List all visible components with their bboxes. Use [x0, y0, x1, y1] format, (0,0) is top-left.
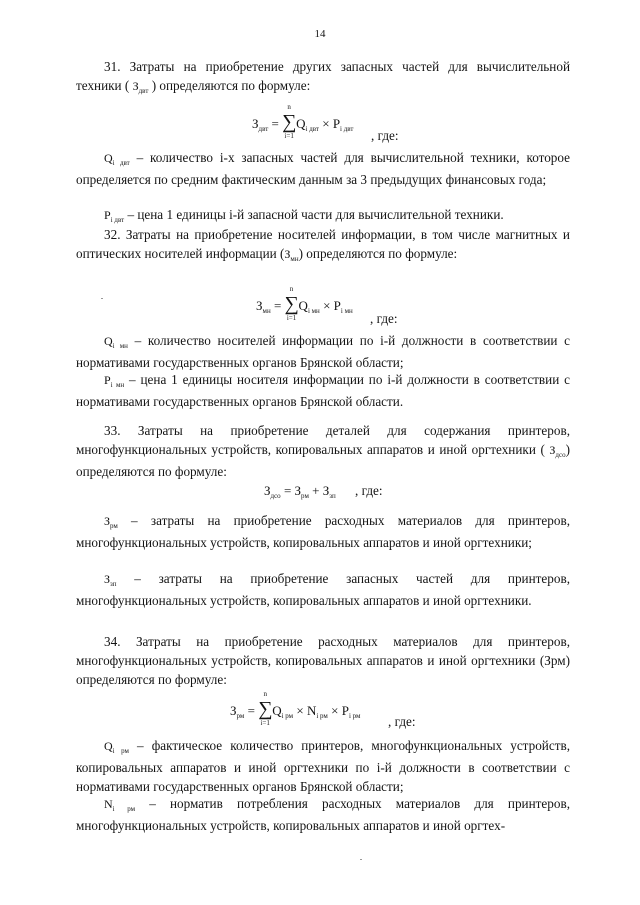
times-sign: ×: [322, 116, 330, 131]
formula-q: Q: [298, 298, 308, 313]
where-31: , где:: [371, 128, 399, 143]
paragraph-31-text-end: ) определяются по формуле:: [148, 78, 311, 93]
times-sign: ×: [296, 703, 304, 718]
formula-q-subscript: i двт: [305, 125, 319, 133]
definition-32-q: [76, 331, 570, 372]
symbol: З: [132, 79, 139, 93]
symbol: Q: [104, 151, 113, 165]
definition-text: – затраты на приобретение расходных материалов для принтеров, многофункциональных устройств, копировальных аппаратов и иной оргтехники;: [76, 513, 570, 550]
symbol-subscript: дсо: [555, 451, 566, 459]
sum-sign: n ∑ i=1: [258, 690, 273, 727]
formula-lhs: З: [252, 116, 259, 131]
definition-34-n: [76, 794, 570, 835]
sum-lower: i=1: [260, 719, 270, 727]
scan-speck: [360, 859, 362, 860]
paragraph-33-text: 33. Затраты на приобретение деталей для содержания принтеров, многофункциональных устройств, копировальных аппаратов и иной оргтехники (: [76, 423, 570, 457]
paragraph-32: [76, 225, 570, 266]
formula-q: Q: [272, 703, 282, 718]
paragraph-34: 34. Затраты на приобретение расходных материалов для принтеров, многофункциональных устройств, копировальных аппаратов и иной оргтехники (Зрм) определяются по формуле:: [76, 634, 570, 687]
formula-term-b: З: [322, 483, 330, 498]
formula-q-subscript: i мн: [307, 307, 320, 315]
formula-32: $З_{мн}$ = n ∑ i=1 $Q_{i мн} \times P_{i мн}$: [256, 285, 353, 322]
definition-34-q: [76, 736, 570, 796]
symbol: З: [284, 247, 291, 261]
formula-lhs: З: [256, 298, 263, 313]
paragraph-33: [76, 421, 570, 481]
formula-34: $З_{рм}$ = n ∑ i=1 $Q_{i рм} \times N_{i рм} \times P_{i рм}$: [230, 690, 361, 727]
symbol-subscript: i мн: [112, 342, 128, 350]
definition-text: – норматив потребления расходных материалов для принтеров, многофункциональных устройств, копировальных аппаратов и иной оргтех-: [76, 796, 570, 833]
formula-lhs-subscript: дсо: [270, 492, 281, 500]
formula-31: $З_{двт}$ = n ∑ i=1 $Q_{i двт} \times P_{i двт}$: [252, 103, 354, 140]
formula-lhs-subscript: рм: [236, 712, 245, 720]
symbol-subscript: мн: [290, 255, 299, 263]
definition-text: – цена 1 единицы носителя информации по i-й должности в соответствии с нормативами государственных органов Брянской области.: [76, 372, 570, 409]
symbol-subscript: i рм: [112, 747, 129, 755]
sum-lower: i=1: [284, 132, 294, 140]
sum-lower: i=1: [286, 314, 297, 322]
times-sign: ×: [331, 703, 339, 718]
formula-n: N: [306, 703, 317, 718]
symbol-subscript: рм: [110, 522, 118, 530]
symbol-subscript: зп: [110, 580, 117, 588]
definition-33-rm: [76, 511, 570, 552]
definition-text: – цена 1 единицы i-й запасной части для вычислительной техники.: [124, 207, 504, 222]
where-32: , где:: [370, 311, 398, 326]
symbol-subscript: двт: [138, 87, 149, 95]
symbol: P: [104, 373, 111, 387]
formula-33: $З_{дсо} = З_{рм} + З_{зп}$: [264, 483, 336, 500]
paragraph-31: [76, 57, 570, 98]
formula-term-a-subscript: рм: [301, 492, 309, 500]
formula-p: P: [341, 703, 349, 718]
symbol-subscript: i двт: [110, 216, 125, 224]
definition-32-p: [76, 370, 570, 411]
where-34: , где:: [388, 714, 416, 729]
sum-sign: n ∑ i=1: [284, 285, 299, 322]
definition-31-p: [76, 205, 570, 227]
times-sign: ×: [323, 298, 331, 313]
sum-upper: n: [287, 103, 291, 111]
sum-sign: n ∑ i=1: [282, 103, 297, 140]
formula-term-a: З: [294, 483, 302, 498]
formula-q-subscript: i рм: [281, 712, 294, 720]
formula-p: P: [333, 298, 341, 313]
symbol: N: [104, 797, 113, 811]
definition-text: – затраты на приобретение запасных частей для принтеров, многофункциональных устройств, копировальных аппаратов и иной оргтехники.: [76, 571, 570, 608]
definition-text: – количество носителей информации по i-й должности в соответствии с нормативами государственных органов Брянской области;: [76, 333, 570, 370]
formula-p-subscript: i рм: [348, 712, 361, 720]
formula-p-subscript: i мн: [340, 307, 353, 315]
definition-text: – фактическое количество принтеров, многофункциональных устройств, копировальных аппаратов и иной оргтехники по i-й должности в соответствии с нормативами государственных органов Брянской области;: [76, 738, 570, 794]
formula-p: P: [332, 116, 341, 131]
paragraph-32-text: 32. Затраты на приобретение носителей информации, в том числе магнитных и оптических носителей информации (: [76, 227, 570, 261]
where-33: , где:: [355, 483, 383, 498]
symbol-subscript: i двт: [112, 159, 130, 167]
symbol-subscript: i рм: [112, 805, 136, 813]
paragraph-33-text-end: ) определяются по формуле:: [76, 442, 570, 479]
definition-31-q: [76, 148, 570, 189]
formula-lhs-subscript: двт: [258, 125, 269, 133]
page-number: 14: [314, 28, 326, 40]
plus-sign: +: [312, 483, 320, 498]
symbol: Q: [104, 334, 113, 348]
symbol: З: [104, 572, 111, 586]
formula-p-subscript: i двт: [340, 125, 354, 133]
formula-n-subscript: i рм: [316, 712, 328, 720]
symbol-subscript: i мн: [110, 381, 125, 389]
definition-text: – количество i-х запасных частей для вычислительной техники, которое определяется по средним фактическим данным за 3 предыдущих финансовых года;: [76, 150, 570, 187]
formula-term-b-subscript: зп: [329, 492, 336, 500]
scan-speck: [101, 298, 103, 299]
formula-lhs: З: [230, 703, 237, 718]
definition-33-zp: [76, 569, 570, 610]
formula-lhs-subscript: мн: [262, 307, 271, 315]
sum-upper: n: [289, 285, 294, 293]
symbol: З: [104, 514, 111, 528]
paragraph-32-text-end: ) определяются по формуле:: [298, 246, 458, 261]
formula-q: Q: [296, 116, 306, 131]
paragraph-31-text: 31. Затраты на приобретение других запасных частей для вычислительной техники (: [76, 59, 570, 93]
symbol: P: [104, 208, 111, 222]
symbol: З: [549, 443, 556, 457]
symbol: Q: [104, 739, 113, 753]
formula-lhs: З: [264, 483, 271, 498]
sum-upper: n: [263, 690, 267, 698]
